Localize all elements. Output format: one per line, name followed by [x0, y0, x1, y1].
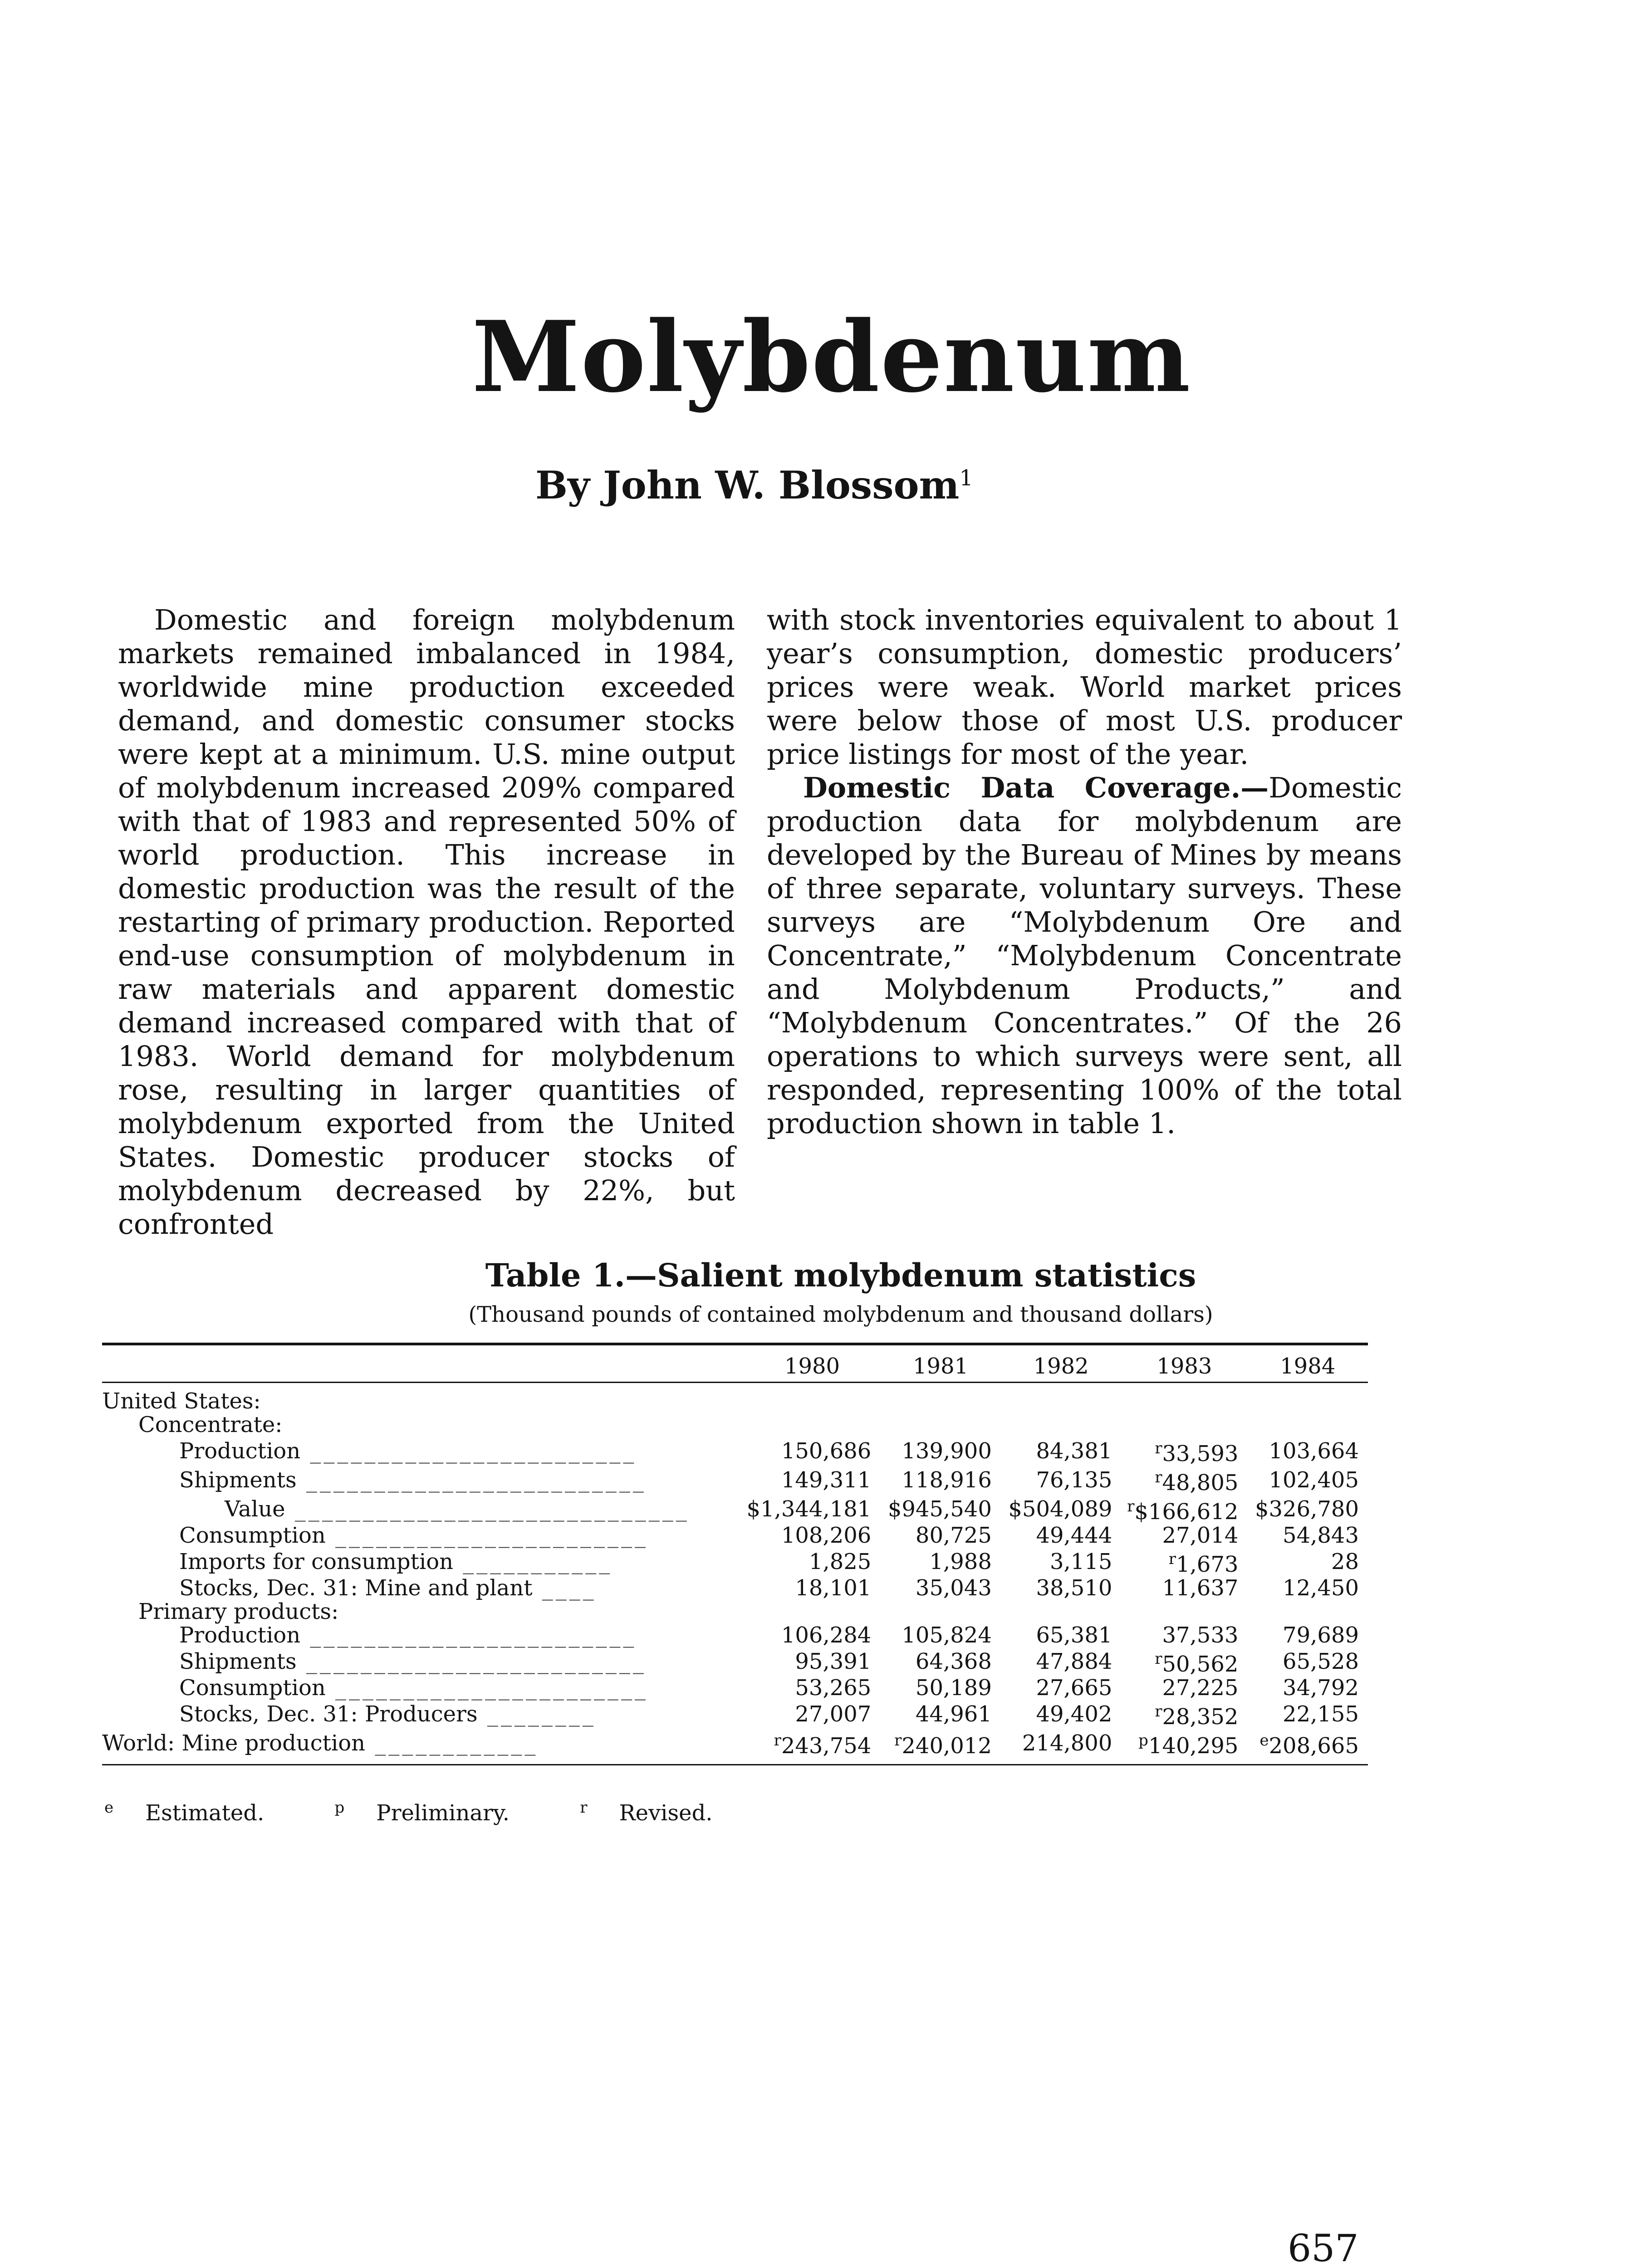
table-row [102, 1437, 1368, 1466]
table-cell: 84,381 [1036, 1438, 1112, 1464]
table-cell: 118,916 [902, 1467, 992, 1493]
table-cell: 18,101 [795, 1575, 872, 1601]
table-cell: 54,843 [1283, 1523, 1359, 1548]
body-column-left [118, 603, 735, 1241]
table-row [102, 1676, 1368, 1700]
table-cell: 11,637 [1162, 1575, 1239, 1601]
page-number: 657 [1288, 2227, 1359, 2268]
value-footnote-mark: r [774, 1731, 781, 1750]
table-cell: 27,225 [1162, 1675, 1239, 1701]
value-footnote-mark: r [1155, 1702, 1162, 1721]
table-cell [1001, 1600, 1122, 1623]
table-title: Table 1.—Salient molybdenum statistics [485, 1256, 1196, 1294]
table-cell [880, 1413, 1001, 1437]
body-column-right [767, 603, 1402, 1140]
table-cell: $^r$50,562 [1155, 1650, 1239, 1677]
table-body [102, 1383, 1368, 1765]
table-cell: 34,792 [1283, 1675, 1359, 1701]
value-footnote-mark: r [894, 1731, 902, 1750]
value-footnote-mark: e [1259, 1731, 1269, 1750]
salient-statistics-table [102, 1343, 1368, 1765]
table-cell: 35,043 [915, 1575, 992, 1601]
intro-paragraph: Domestic and foreign molybdenum markets remained imbalanced in 1984, worldwide mine production exceeded demand, and domestic consumer stocks were kept at a minimum. U.S. mine output of molybdenum increased 209% compared with that of 1983 and represented 50% of world production. This increase in domestic production was the result of the restarting of primary production. Reported end-use consumption of molybdenum in raw materials and apparent domestic demand increased compared with that of 1983. World demand for molybdenum rose, resulting in larger quantities of molybdenum exported from the United States. Domestic producer stocks of molybdenum decreased by 22%, but confronted [118, 603, 735, 1241]
author-footnote-mark: 1 [959, 465, 973, 491]
table-cell: 108,206 [781, 1523, 872, 1548]
row-label-text: Shipments [179, 1467, 297, 1493]
footnote-text: Preliminary. [376, 1800, 510, 1826]
row-label [102, 1437, 744, 1466]
value-footnote-mark: p [1138, 1731, 1148, 1750]
row-label [102, 1383, 744, 1413]
table-cell: 27,007 [795, 1701, 872, 1727]
row-label-text: Consumption [179, 1523, 326, 1548]
dot-leader: _________________________ [296, 1467, 647, 1493]
coverage-text: Domestic production data for molybdenum are developed by the Bureau of Mines by means of three separate, voluntary surveys. These surveys are “Molybdenum Ore and Concentrate,” “Molybdenum Concentrate and Molybdenum Products,” and “Molybdenum Concentrates.” Of the 26 operations to which surveys were sent, all responded, representing 100% of the total production shown in table 1. [767, 771, 1402, 1140]
table-cell: 105,824 [902, 1623, 992, 1648]
table-cell: $^r$48,805 [1155, 1468, 1239, 1496]
row-label [102, 1676, 744, 1700]
row-label [102, 1647, 744, 1676]
column-header: 1984 [1247, 1344, 1368, 1383]
dot-leader: ___________ [453, 1549, 613, 1574]
row-label-text: Primary products: [138, 1599, 339, 1624]
row-label [102, 1700, 744, 1729]
column-header: 1980 [744, 1344, 881, 1383]
table-subtitle: (Thousand pounds of contained molybdenum and thousand dollars) [468, 1302, 1213, 1327]
table-cell: 64,368 [915, 1649, 992, 1674]
table-cell: 53,265 [795, 1675, 872, 1701]
header-blank [102, 1344, 744, 1383]
row-label-text: Production [179, 1438, 301, 1464]
table-cell: $^r$243,754 [744, 1729, 881, 1765]
value-footnote-mark: r [1155, 1439, 1162, 1457]
table-cell [744, 1413, 881, 1437]
table-cell [880, 1600, 1001, 1623]
table-cell [1121, 1600, 1247, 1623]
row-label [102, 1600, 744, 1623]
table-cell: 37,533 [1162, 1623, 1239, 1648]
footnote-revised [580, 1800, 744, 1826]
table-cell: 150,686 [781, 1438, 872, 1464]
table-cell: 12,450 [1283, 1575, 1359, 1601]
coverage-heading: Domestic Data Coverage.— [803, 771, 1269, 804]
table-cell: 65,528 [1283, 1649, 1359, 1674]
dot-leader: ________ [477, 1701, 596, 1727]
value-footnote-mark: r [1168, 1550, 1176, 1568]
row-label-text: Stocks, Dec. 31: Mine and plant [179, 1575, 533, 1601]
table-cell: $1,344,181 [746, 1496, 872, 1522]
table-cell [1001, 1413, 1122, 1437]
table-row [102, 1647, 1368, 1676]
column-header: 1981 [880, 1344, 1001, 1383]
table-cell [1247, 1413, 1368, 1437]
table-cell [744, 1600, 881, 1623]
table-cell: 28 [1331, 1549, 1359, 1574]
table-cell: $504,089 [1008, 1496, 1112, 1522]
row-label [102, 1495, 744, 1524]
row-label [102, 1466, 744, 1495]
chapter-title: Molybdenum [472, 299, 1191, 414]
row-label-text: World: Mine production [102, 1730, 366, 1756]
table-cell: $^r$33,593 [1155, 1439, 1239, 1466]
table-row [102, 1729, 1368, 1765]
footnote-mark: e [104, 1799, 114, 1817]
footnote-text: Estimated. [145, 1800, 265, 1826]
row-label-text: Consumption [179, 1675, 326, 1701]
table-row [102, 1600, 1368, 1623]
table-cell: $^p$140,295 [1121, 1729, 1247, 1765]
table-row [102, 1576, 1368, 1600]
row-label-text: Concentrate: [138, 1412, 283, 1437]
row-label [102, 1524, 744, 1547]
footnote-mark: p [334, 1799, 345, 1817]
row-label [102, 1413, 744, 1437]
table-cell: 27,014 [1162, 1523, 1239, 1548]
table-row [102, 1495, 1368, 1524]
table-cell: 139,900 [902, 1438, 992, 1464]
table-cell: 47,884 [1036, 1649, 1112, 1674]
dot-leader: _________________________ [296, 1649, 647, 1674]
intro-paragraph-continued: with stock inventories equivalent to about 1 year’s consumption, domestic producers’ prices were weak. World market prices were below those of most U.S. producer price listings for most of the year. [767, 603, 1402, 771]
table-cell: $^r$240,012 [880, 1729, 1001, 1765]
row-label [102, 1576, 744, 1600]
table-cell: 80,725 [915, 1523, 992, 1548]
table-cell: 38,510 [1036, 1575, 1112, 1601]
coverage-paragraph [767, 771, 1402, 1140]
table-cell: 149,311 [781, 1467, 872, 1493]
table-row [102, 1700, 1368, 1729]
table-cell: 102,405 [1269, 1467, 1359, 1493]
column-header: 1983 [1121, 1344, 1247, 1383]
footnote-mark: r [580, 1799, 588, 1817]
row-label-text: Production [179, 1623, 301, 1648]
table-cell [1121, 1413, 1247, 1437]
table-cell: $945,540 [887, 1496, 992, 1522]
table-cell: 50,189 [915, 1675, 992, 1701]
table-row [102, 1623, 1368, 1647]
table-cell: $^r$28,352 [1155, 1702, 1239, 1730]
table-cell: 1,825 [809, 1549, 872, 1574]
value-footnote-mark: r [1127, 1497, 1135, 1515]
table-row [102, 1466, 1368, 1495]
dot-leader: ________________________ [300, 1623, 637, 1648]
row-label-text: Value [225, 1496, 285, 1522]
table-cell: 95,391 [795, 1649, 872, 1674]
author-name: John W. Blossom [603, 463, 960, 508]
footnote-preliminary [335, 1800, 541, 1826]
table-cell [744, 1383, 881, 1413]
table-row [102, 1413, 1368, 1437]
row-label-text: United States: [102, 1388, 261, 1414]
byline-prefix: By [535, 463, 603, 508]
table-cell: $^r$\$166,612 [1127, 1497, 1239, 1525]
table-cell: 79,689 [1283, 1623, 1359, 1648]
table-cell: $^e$208,665 [1247, 1729, 1368, 1765]
dot-leader: _______________________ [325, 1523, 649, 1548]
table-cell [1247, 1600, 1368, 1623]
table-cell: 44,961 [915, 1701, 992, 1727]
table-row [102, 1547, 1368, 1576]
dot-leader: _____________________________ [285, 1496, 690, 1522]
dot-leader: ________________________ [300, 1438, 637, 1464]
row-label [102, 1729, 744, 1765]
table-cell: 76,135 [1036, 1467, 1112, 1493]
table-cell: 103,664 [1269, 1438, 1359, 1464]
row-label-text: Imports for consumption [179, 1549, 454, 1574]
footnote-text: Revised. [619, 1800, 713, 1826]
footnote-estimated [104, 1800, 296, 1826]
row-label-text: Stocks, Dec. 31: Producers [179, 1701, 478, 1727]
table-cell: $326,780 [1255, 1496, 1359, 1522]
table-cell: 49,402 [1036, 1701, 1112, 1727]
table-footnotes [104, 1799, 776, 1826]
table-cell: 3,115 [1049, 1549, 1112, 1574]
table-cell [1001, 1383, 1122, 1413]
table-cell: 1,988 [929, 1549, 992, 1574]
table-cell [1121, 1383, 1247, 1413]
table-cell: $^r$1,673 [1168, 1550, 1239, 1577]
dot-leader: _______________________ [325, 1675, 649, 1701]
table-header-row [102, 1344, 1368, 1383]
value-footnote-mark: r [1155, 1468, 1162, 1486]
table-cell: 27,665 [1036, 1675, 1112, 1701]
value-footnote-mark: r [1155, 1650, 1162, 1668]
dot-leader: ____ [532, 1575, 597, 1601]
column-header: 1982 [1001, 1344, 1122, 1383]
row-label [102, 1547, 744, 1576]
byline [535, 463, 973, 508]
table-cell: 22,155 [1283, 1701, 1359, 1727]
table-cell: 214,800 [1001, 1729, 1122, 1765]
table-row [102, 1383, 1368, 1413]
table-row [102, 1524, 1368, 1547]
table-cell [1247, 1383, 1368, 1413]
row-label-text: Shipments [179, 1649, 297, 1674]
table-cell: 49,444 [1036, 1523, 1112, 1548]
table-cell: 65,381 [1036, 1623, 1112, 1648]
row-label [102, 1623, 744, 1647]
dot-leader: ____________ [365, 1730, 539, 1756]
table-cell [880, 1383, 1001, 1413]
table-cell: 106,284 [781, 1623, 872, 1648]
